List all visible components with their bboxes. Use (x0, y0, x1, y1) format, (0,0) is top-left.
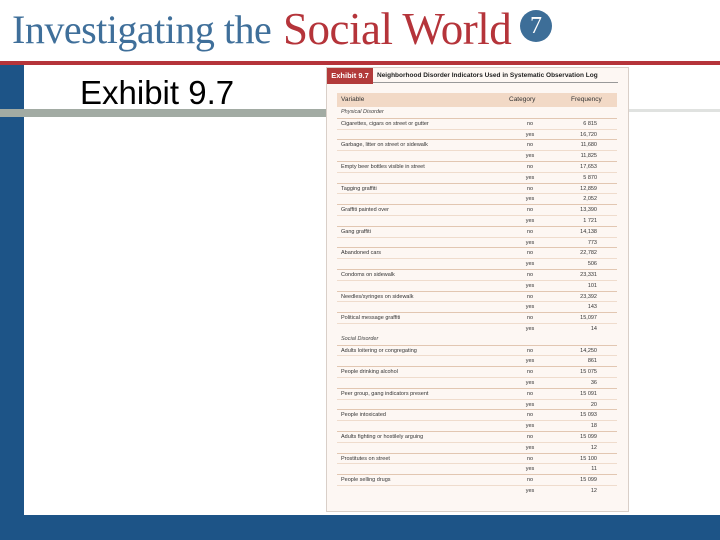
cell-variable: Empty beer bottles visible in street (341, 164, 425, 170)
cell-frequency: 15 099 (580, 477, 597, 484)
cell-frequency: 23,331 (580, 272, 597, 278)
cell-frequency: 23,392 (580, 293, 597, 300)
exhibit-image (326, 67, 629, 512)
cell-category: no (526, 455, 534, 462)
cell-frequency: 101 (587, 282, 597, 289)
table-row (337, 388, 617, 399)
cell-frequency: 14,138 (580, 228, 597, 235)
cell-category: no (526, 434, 534, 440)
cell-variable: Tagging graffiti (341, 185, 377, 192)
table-row (337, 280, 617, 291)
table-row (337, 366, 617, 377)
table-row (337, 215, 617, 226)
cell-category: no (526, 347, 534, 354)
cell-frequency: 11,825 (580, 153, 597, 160)
cell-frequency: 13,390 (580, 207, 597, 214)
slide-title: Exhibit 9.7 (80, 74, 235, 111)
table-row (337, 139, 617, 150)
cell-variable: Graffiti painted over (341, 207, 389, 214)
cell-frequency: 15 091 (580, 390, 597, 397)
cell-frequency: 143 (587, 304, 597, 311)
cell-frequency: 6 815 (583, 120, 597, 127)
cell-category: yes (525, 380, 535, 386)
table-row (337, 399, 617, 410)
table-row (337, 150, 617, 161)
section-header (337, 107, 617, 118)
cell-category: no (526, 369, 534, 376)
exhibit-caption (327, 68, 630, 84)
cell-category: yes (525, 282, 535, 289)
table-row (337, 442, 617, 453)
cell-category: no (526, 228, 534, 235)
table-row (337, 161, 617, 172)
book-title-part2: Social World (283, 4, 512, 54)
cell-category: no (526, 142, 534, 149)
cell-frequency: 18 (590, 423, 597, 430)
table-row (337, 474, 617, 485)
cell-category: no (526, 185, 534, 192)
cell-frequency: 20 (590, 401, 597, 408)
cell-category: no (526, 293, 534, 300)
cell-category: yes (525, 153, 535, 160)
cell-variable: Abandoned cars (341, 250, 382, 257)
cell-variable: People drinking alcohol (341, 369, 398, 376)
cell-frequency: 15 093 (580, 412, 597, 419)
table-row (337, 226, 617, 237)
column-header-variable: Variable (341, 96, 365, 103)
caption-rule (373, 82, 618, 83)
cell-frequency: 15 075 (580, 369, 597, 376)
cell-variable: Prostitutes on street (341, 455, 390, 462)
cell-category: yes (525, 401, 535, 408)
cell-variable: Adults loitering or congregating (341, 347, 417, 354)
cell-frequency: 861 (587, 358, 597, 365)
exhibit-label: Exhibit 9.7 (327, 68, 373, 84)
cell-variable: Peer group, gang indicators present (341, 390, 429, 397)
cell-variable: Condoms on sidewalk (341, 272, 395, 278)
cell-category: yes (525, 488, 535, 494)
table-row (337, 323, 617, 334)
table-row (337, 355, 617, 366)
cell-category: no (526, 272, 534, 278)
edition-badge: 7 (520, 10, 552, 42)
cell-category: yes (525, 239, 535, 246)
cell-frequency: 12,859 (580, 185, 597, 192)
section-label: Social Disorder (341, 335, 379, 342)
section-header (337, 334, 617, 345)
cell-frequency: 15 100 (580, 455, 597, 462)
cell-category: no (526, 164, 534, 170)
cell-category: yes (525, 174, 535, 181)
cell-variable: People intoxicated (341, 412, 386, 419)
cell-variable: Gang graffiti (341, 228, 371, 235)
table-row (337, 377, 617, 388)
left-accent-bar (0, 65, 24, 540)
cell-frequency: 11 (591, 466, 597, 473)
cell-variable: Needles/syringes on sidewalk (341, 293, 414, 300)
header-rule (0, 61, 720, 65)
table-row (337, 237, 617, 248)
table-row (337, 204, 617, 215)
cell-category: no (526, 412, 534, 419)
cell-variable: Adults fighting or hostilely arguing (341, 434, 424, 440)
cell-frequency: 5 870 (583, 174, 597, 181)
cell-frequency: 15,097 (580, 315, 597, 322)
cell-variable: Cigarettes, cigars on street or gutter (341, 120, 429, 127)
cell-category: yes (525, 261, 535, 268)
table-row (337, 463, 617, 474)
table-row (337, 269, 617, 280)
table-row (337, 247, 617, 258)
cell-category: yes (525, 304, 535, 311)
cell-variable: Political message graffiti (341, 315, 401, 322)
cell-category: yes (525, 218, 535, 224)
cell-category: yes (525, 326, 535, 332)
table-row (337, 409, 617, 420)
table-header (337, 93, 617, 107)
table-row (337, 431, 617, 442)
cell-frequency: 1 721 (583, 218, 597, 224)
exhibit-caption-text: Neighborhood Disorder Indicators Used in Systematic Observation Log (377, 72, 598, 79)
cell-frequency: 15 099 (580, 434, 597, 440)
cell-category: yes (525, 131, 535, 138)
header (0, 0, 720, 62)
cell-frequency: 14,250 (580, 347, 597, 354)
cell-frequency: 22,782 (580, 250, 597, 257)
table-row (337, 193, 617, 204)
cell-category: no (526, 390, 534, 397)
cell-frequency: 2,052 (583, 196, 597, 203)
cell-category: no (526, 207, 534, 214)
cell-category: yes (525, 444, 535, 451)
column-header-frequency: Frequency (571, 96, 602, 103)
table-row (337, 312, 617, 323)
table-row (337, 420, 617, 431)
cell-variable: People selling drugs (341, 477, 391, 484)
cell-frequency: 17,653 (580, 164, 597, 170)
table-row (337, 485, 617, 496)
table-row (337, 118, 617, 129)
footer-bar (0, 515, 720, 540)
cell-frequency: 16,720 (580, 131, 597, 138)
cell-frequency: 14 (590, 326, 597, 332)
cell-category: yes (525, 423, 535, 430)
table-row (337, 345, 617, 356)
book-title-part1: Investigating the (12, 7, 272, 52)
cell-frequency: 506 (587, 261, 597, 268)
cell-frequency: 11,680 (580, 142, 597, 149)
cell-frequency: 773 (587, 239, 597, 246)
table-row (337, 291, 617, 302)
table-row (337, 453, 617, 464)
cell-category: no (526, 315, 534, 322)
column-header-category: Category (509, 96, 536, 103)
table-row (337, 183, 617, 194)
cell-category: yes (525, 466, 535, 473)
cell-frequency: 36 (590, 380, 597, 386)
cell-category: no (526, 250, 534, 257)
cell-category: yes (525, 358, 535, 365)
cell-frequency: 12 (590, 444, 597, 451)
cell-frequency: 12 (590, 488, 597, 494)
table-row (337, 258, 617, 269)
cell-variable: Garbage, litter on street or sidewalk (341, 142, 428, 149)
table-row (337, 129, 617, 140)
table-row (337, 301, 617, 312)
section-label: Physical Disorder (341, 109, 384, 115)
cell-category: no (526, 477, 534, 484)
cell-category: no (526, 120, 534, 127)
cell-category: yes (525, 196, 535, 203)
table-row (337, 172, 617, 183)
